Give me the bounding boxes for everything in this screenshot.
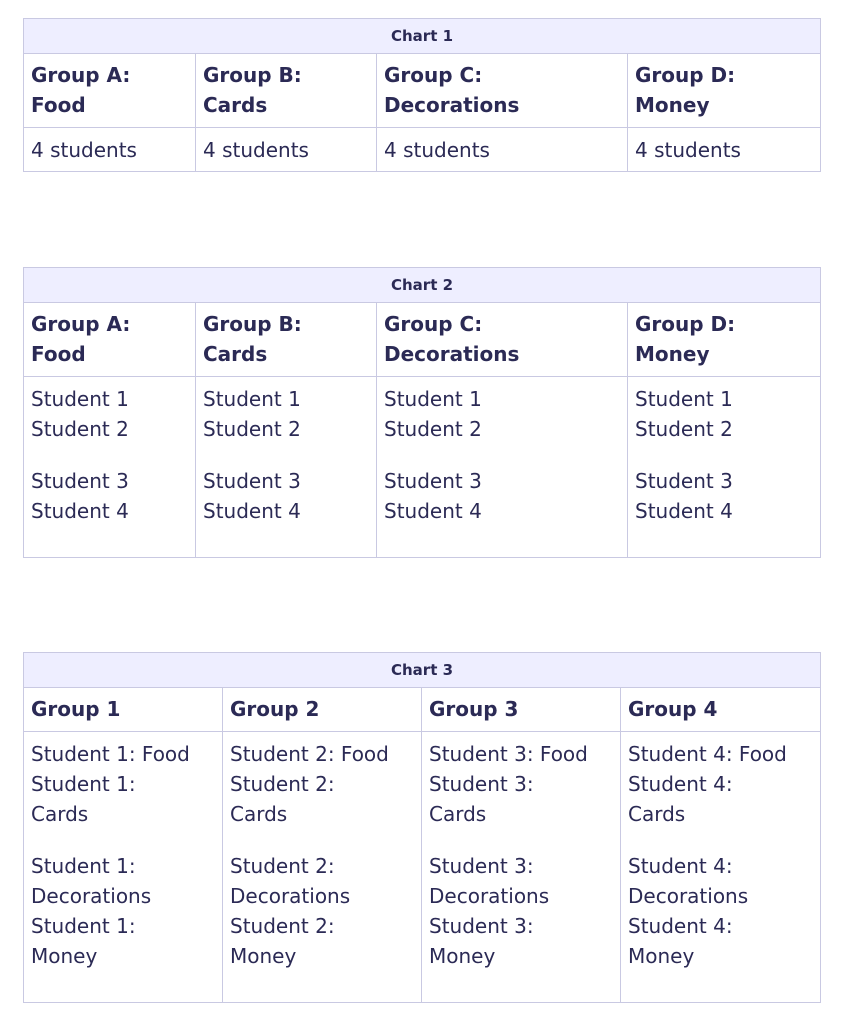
list-item: Student 3 — [635, 469, 733, 493]
list-item: Student 2 — [31, 417, 129, 441]
list-item: Cards — [429, 802, 487, 826]
header-label: Food — [31, 93, 86, 117]
chart-1-cell-group-d: 4 students — [635, 138, 741, 162]
list-item: Cards — [628, 802, 686, 826]
list-item: Student 4: — [628, 772, 733, 796]
list-item: Student 3: — [429, 772, 534, 796]
list-item: Student 4 — [31, 499, 129, 523]
header-label: Group B: — [203, 63, 302, 87]
chart-2-header-group-b — [196, 303, 377, 377]
header-label: Money — [635, 342, 710, 366]
chart-1-cell-group-b: 4 students — [196, 128, 377, 172]
chart-2-cell-group-c — [377, 377, 628, 558]
list-item: Cards — [230, 802, 288, 826]
list-item: Student 4: — [628, 914, 733, 938]
list-item: Student 1 — [384, 387, 482, 411]
chart-1-title: Chart 1 — [24, 19, 821, 54]
list-item: Decorations — [628, 884, 749, 908]
table-row — [24, 128, 821, 172]
header-label: Group A: — [31, 63, 131, 87]
header-label: Decorations — [384, 93, 520, 117]
header-label: Cards — [203, 342, 268, 366]
list-item: Decorations — [31, 884, 152, 908]
chart-3-header-group-2: Group 2 — [223, 688, 422, 732]
chart-3-table — [23, 652, 821, 1003]
header-label: Group B: — [203, 312, 302, 336]
list-item: Student 1: — [31, 914, 136, 938]
list-item: Student 2: — [230, 772, 335, 796]
chart-2-title: Chart 2 — [24, 268, 821, 303]
chart-3-header-group-3: Group 3 — [422, 688, 621, 732]
list-item: Student 2: — [230, 914, 335, 938]
list-item: Student 4: — [628, 854, 733, 878]
chart-1-cell-group-c: 4 students — [377, 128, 628, 172]
list-item: Money — [429, 944, 496, 968]
list-item: Student 1: Food — [31, 742, 190, 766]
chart-2-table — [23, 267, 821, 558]
header-label: Group C: — [384, 312, 483, 336]
list-item: Student 2 — [635, 417, 733, 441]
list-item: Student 1: — [31, 854, 136, 878]
list-item: Student 1 — [203, 387, 301, 411]
table-row — [24, 377, 821, 558]
list-item: Student 2 — [203, 417, 301, 441]
chart-2-header-group-a — [24, 303, 196, 377]
chart-1-table — [23, 18, 821, 172]
list-item: Student 2: Food — [230, 742, 389, 766]
list-item: Money — [230, 944, 297, 968]
chart-1-header-group-c — [377, 54, 628, 128]
header-label: Group A: — [31, 312, 131, 336]
list-item: Student 3: — [429, 854, 534, 878]
header-label: Cards — [203, 93, 268, 117]
chart-1-header-group-d — [628, 54, 821, 128]
list-item: Student 3: Food — [429, 742, 588, 766]
list-item: Student 4 — [384, 499, 482, 523]
list-item: Student 4 — [635, 499, 733, 523]
chart-3-cell-group-3 — [422, 732, 621, 1003]
header-label: Group D: — [635, 63, 736, 87]
list-item: Student 3 — [384, 469, 482, 493]
list-item: Student 3 — [31, 469, 129, 493]
table-row — [24, 732, 821, 1003]
list-item: Student 1 — [635, 387, 733, 411]
chart-2-cell-group-b — [196, 377, 377, 558]
chart-3-cell-group-2 — [223, 732, 422, 1003]
chart-2-cell-group-a — [24, 377, 196, 558]
chart-1-header-group-b — [196, 54, 377, 128]
header-label: Group C: — [384, 63, 483, 87]
chart-3-cell-group-4 — [621, 732, 821, 1003]
header-label: Money — [635, 93, 710, 117]
chart-3-title: Chart 3 — [24, 653, 821, 688]
header-label: Food — [31, 342, 86, 366]
chart-2-cell-group-d — [628, 377, 821, 558]
list-item: Student 1: — [31, 772, 136, 796]
chart-3-header-group-1: Group 1 — [24, 688, 223, 732]
list-item: Student 3 — [203, 469, 301, 493]
list-item: Student 2: — [230, 854, 335, 878]
header-label: Group D: — [635, 312, 736, 336]
list-item: Student 4: Food — [628, 742, 787, 766]
list-item: Student 2 — [384, 417, 482, 441]
chart-2-header-group-c — [377, 303, 628, 377]
list-item: Decorations — [230, 884, 351, 908]
header-label: Decorations — [384, 342, 520, 366]
list-item: Cards — [31, 802, 89, 826]
list-item: Student 3: — [429, 914, 534, 938]
chart-3-cell-group-1 — [24, 732, 223, 1003]
list-item: Money — [31, 944, 98, 968]
list-item: Decorations — [429, 884, 550, 908]
list-item: Money — [628, 944, 695, 968]
list-item: Student 4 — [203, 499, 301, 523]
chart-1-cell-group-a: 4 students — [24, 128, 196, 172]
list-item: Student 1 — [31, 387, 129, 411]
chart-2-header-group-d — [628, 303, 821, 377]
chart-1-header-group-a — [24, 54, 196, 128]
chart-3-header-group-4: Group 4 — [621, 688, 821, 732]
